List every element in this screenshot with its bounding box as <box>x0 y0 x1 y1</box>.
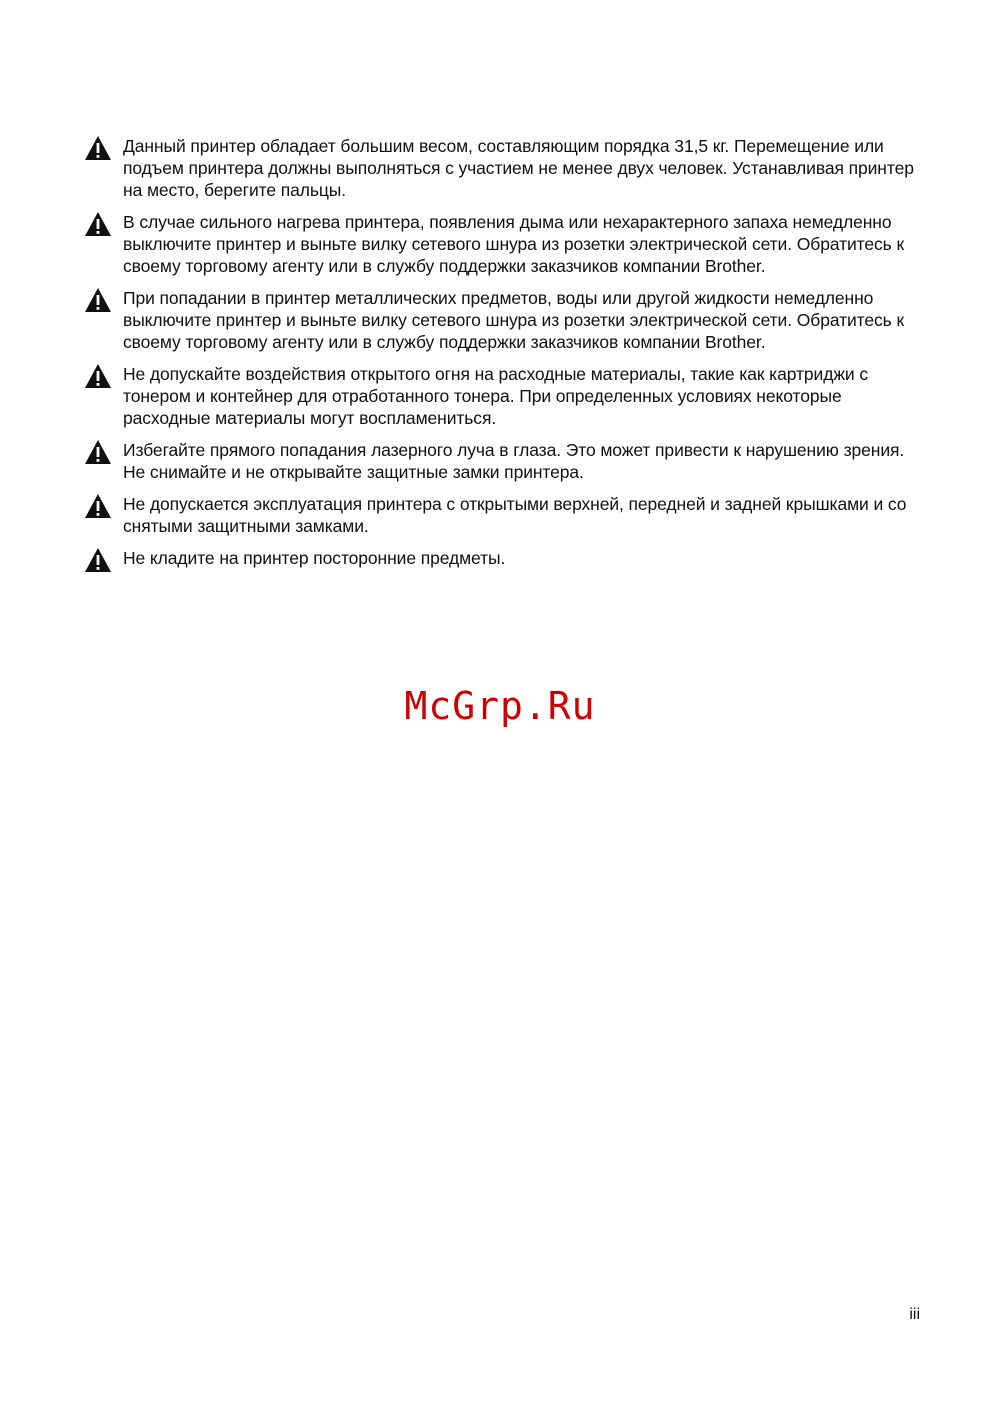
watermark-text: McGrp.Ru <box>404 684 596 728</box>
warning-text: Данный принтер обладает большим весом, составляющим порядка 31,5 кг. Перемещение или подъем принтера должны выполняться с участием не менее двух человек. Устанавливая принтер на место, берегите пальцы. <box>123 136 914 200</box>
warning-text: Не кладите на принтер посторонние предметы. <box>123 548 506 568</box>
warning-triangle-icon <box>84 287 114 313</box>
warning-triangle-icon <box>84 363 114 389</box>
warning-text: Не допускайте воздействия открытого огня на расходные материалы, такие как картриджи с тонером и контейнер для отработанного тонера. При определенных условиях некоторые расходные материалы могут воспламениться. <box>123 364 869 428</box>
warning-text: Не допускается эксплуатация принтера с открытыми верхней, передней и задней крышками и со снятыми защитными замками. <box>123 494 907 536</box>
warning-triangle-icon <box>84 439 114 465</box>
warning-triangle-icon <box>84 211 114 237</box>
warning-item <box>84 439 924 483</box>
warning-triangle-icon <box>84 547 114 573</box>
warning-item <box>84 547 924 573</box>
warning-item <box>84 493 924 537</box>
warning-item <box>84 363 924 429</box>
warning-item <box>84 211 924 277</box>
warning-item <box>84 287 924 353</box>
warning-text: При попадании в принтер металлических предметов, воды или другой жидкости немедленно выключите принтер и выньте вилку сетевого шнура из розетки электрической сети. Обратитесь к своему торговому агенту или в службу поддержки заказчиков компании Brother. <box>123 288 904 352</box>
warning-triangle-icon <box>84 493 114 519</box>
warning-triangle-icon <box>84 135 114 161</box>
warning-item <box>84 135 924 201</box>
warning-text: В случае сильного нагрева принтера, появления дыма или нехарактерного запаха немедленно выключите принтер и выньте вилку сетевого шнура из розетки электрической сети. Обратитесь к своему торговому агенту или в службу поддержки заказчиков компании Brother. <box>123 212 904 276</box>
warning-list <box>84 135 924 583</box>
warning-text: Избегайте прямого попадания лазерного луча в глаза. Это может привести к нарушению зрения. Не снимайте и не открывайте защитные замки принтера. <box>123 440 905 482</box>
page-number: iii <box>909 1306 920 1323</box>
